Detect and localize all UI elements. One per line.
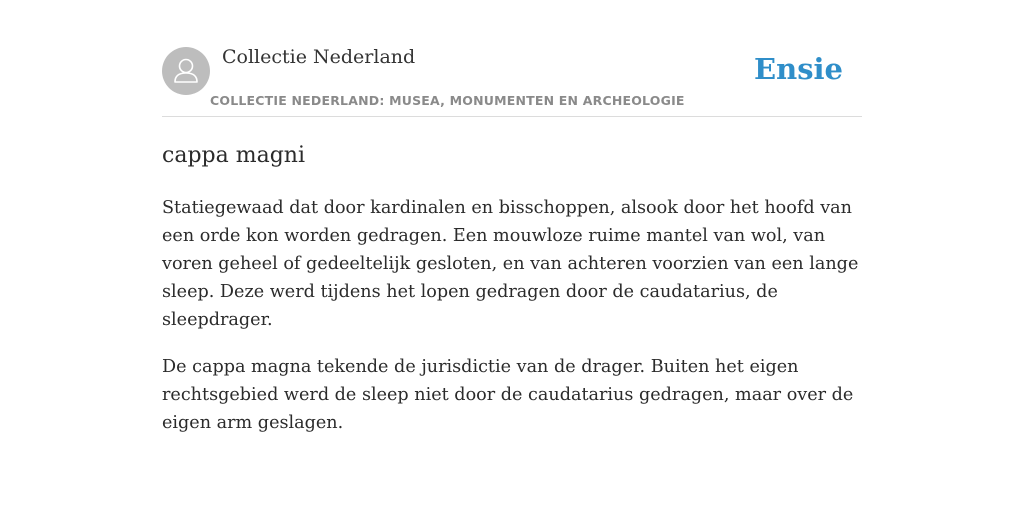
paragraph: De cappa magna tekende de jurisdictie van de drager. Buiten het eigen rechtsgebied werd de sleep niet door de caudatarius gedragen, maar over de eigen arm geslagen.: [162, 357, 854, 433]
entry-header: [162, 44, 862, 117]
paragraph: Statiegewaad dat door kardinalen en bisschoppen, alsook door het hoofd van een orde kon worden gedragen. Een mouwloze ruime mantel van wol, van voren geheel of gedeeltelijk gesloten, en van achteren voorzien van een lange sleep. Deze werd tijdens het lopen gedragen door de caudatarius, de sleepdrager.: [162, 198, 859, 330]
entry-body: [162, 194, 862, 437]
author-name[interactable]: Collectie Nederland: [222, 46, 416, 68]
user-icon: [162, 47, 210, 95]
avatar[interactable]: [162, 47, 210, 95]
entry-title: cappa magni: [162, 143, 305, 168]
source-label[interactable]: COLLECTIE NEDERLAND: MUSEA, MONUMENTEN EN ARCHEOLOGIE: [210, 93, 685, 108]
brand-logo[interactable]: Ensie: [754, 52, 843, 86]
entry-card: [162, 44, 862, 437]
